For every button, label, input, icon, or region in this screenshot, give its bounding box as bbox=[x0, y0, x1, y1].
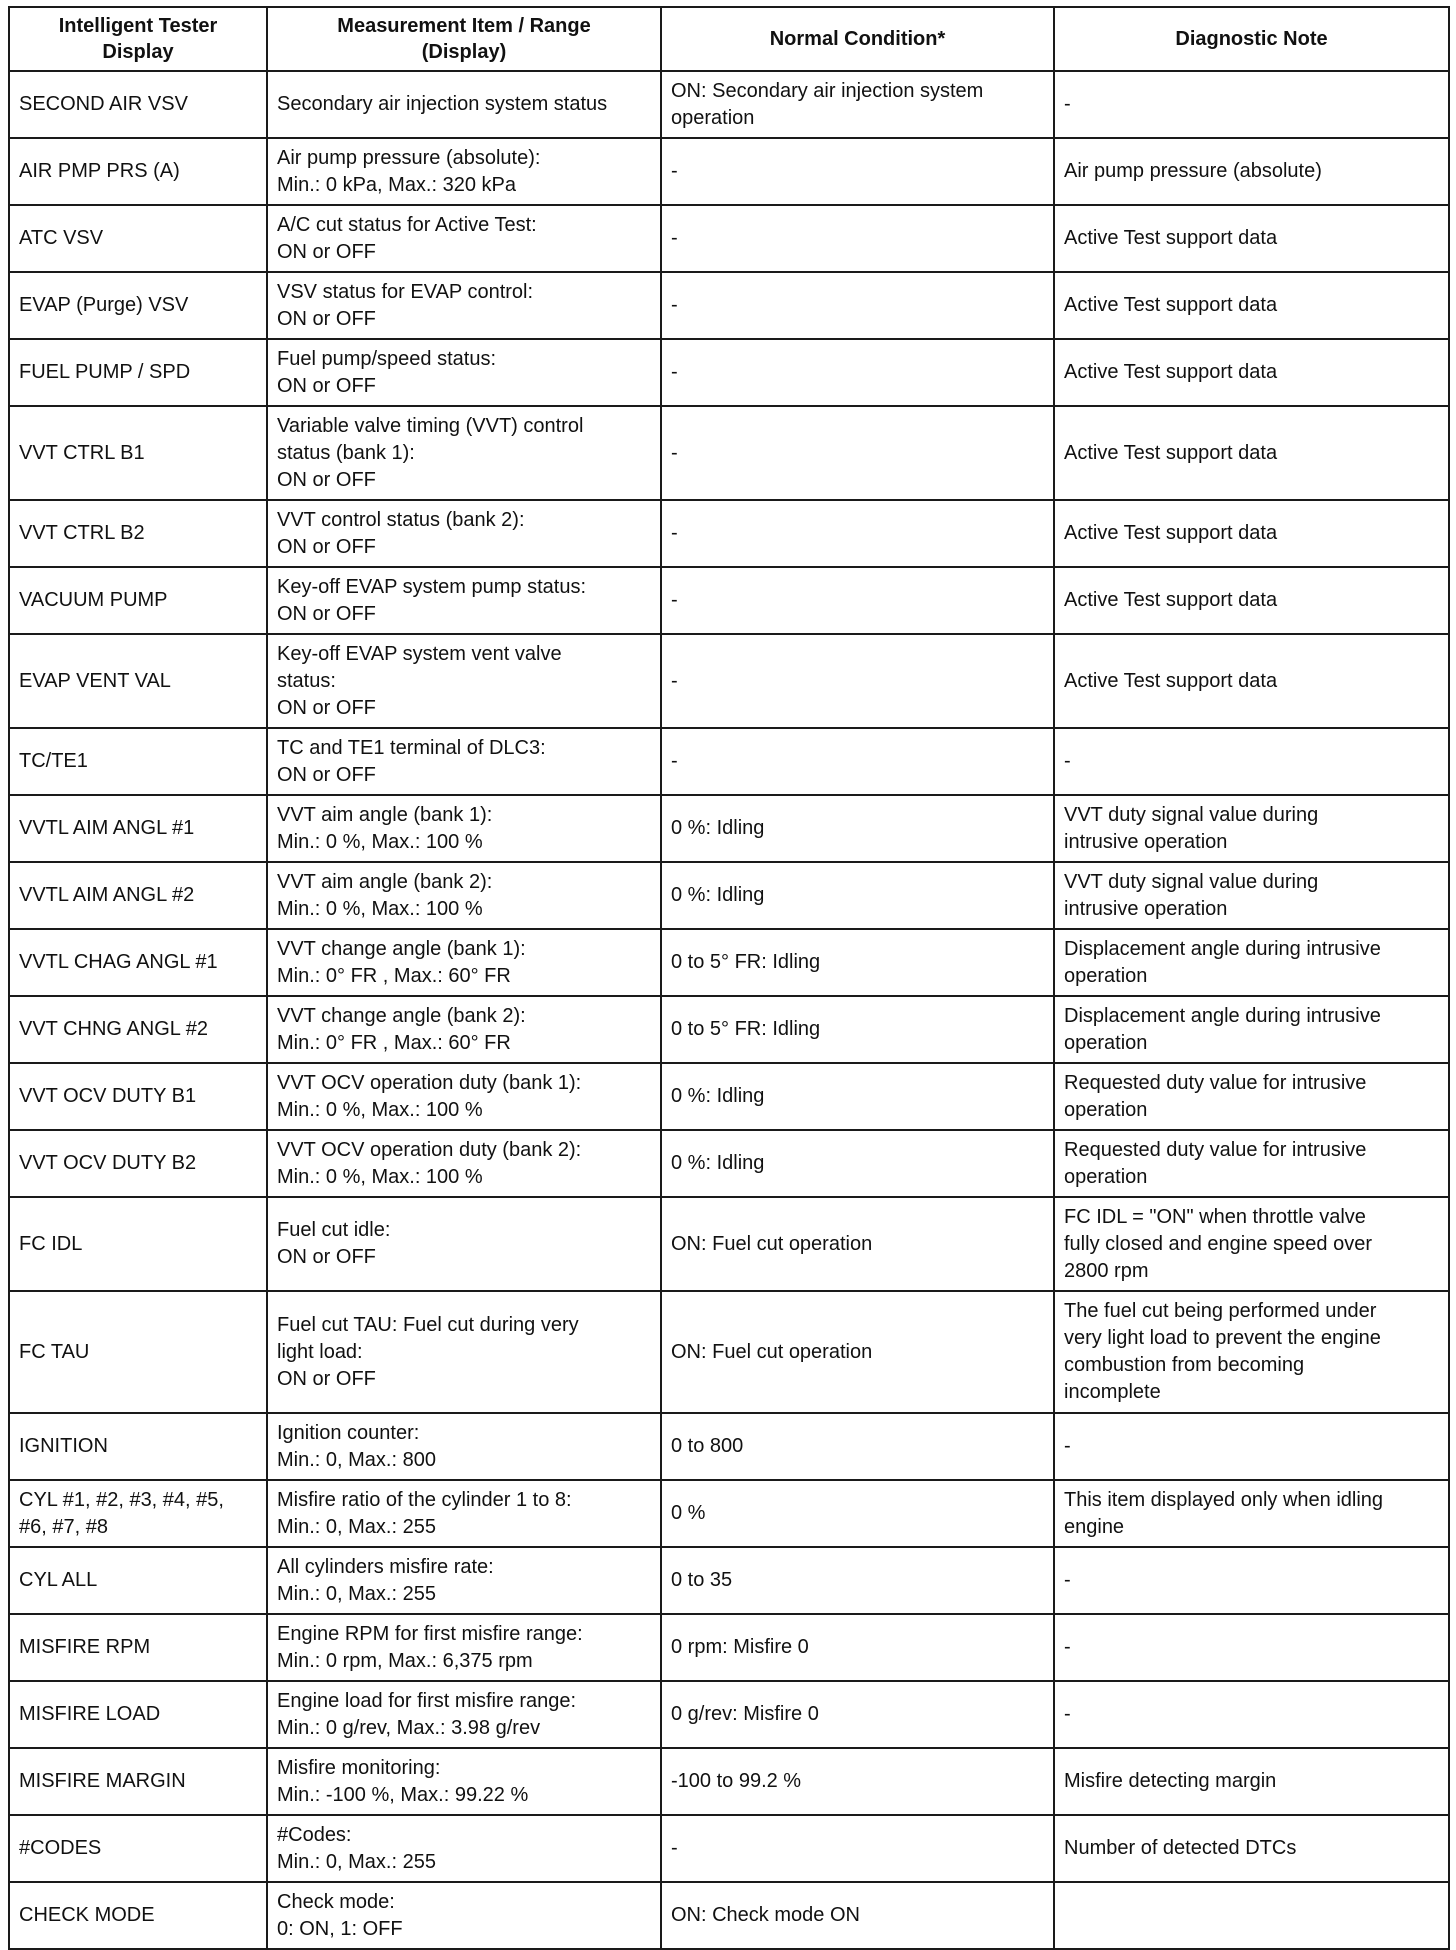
table-row bbox=[9, 1480, 1449, 1547]
cell-diagnostic-note: - bbox=[1054, 1547, 1449, 1614]
cell-tester-display: FC IDL bbox=[9, 1197, 267, 1291]
table-row bbox=[9, 1547, 1449, 1614]
cell-tester-display: SECOND AIR VSV bbox=[9, 71, 267, 138]
cell-tester-display: VVT OCV DUTY B2 bbox=[9, 1130, 267, 1197]
cell-normal-condition: -100 to 99.2 % bbox=[661, 1748, 1054, 1815]
cell-measurement-item: Ignition counter: Min.: 0, Max.: 800 bbox=[267, 1413, 661, 1480]
table-row bbox=[9, 1614, 1449, 1681]
cell-measurement-item: VVT OCV operation duty (bank 1): Min.: 0 %, Max.: 100 % bbox=[267, 1063, 661, 1130]
cell-tester-display: ATC VSV bbox=[9, 205, 267, 272]
cell-tester-display: CYL #1, #2, #3, #4, #5, #6, #7, #8 bbox=[9, 1480, 267, 1547]
cell-measurement-item: VVT aim angle (bank 1): Min.: 0 %, Max.: 100 % bbox=[267, 795, 661, 862]
cell-normal-condition: 0 % bbox=[661, 1480, 1054, 1547]
cell-normal-condition: - bbox=[661, 1815, 1054, 1882]
cell-measurement-item: VVT control status (bank 2): ON or OFF bbox=[267, 500, 661, 567]
cell-tester-display: TC/TE1 bbox=[9, 728, 267, 795]
cell-diagnostic-note: Active Test support data bbox=[1054, 205, 1449, 272]
cell-normal-condition: - bbox=[661, 138, 1054, 205]
cell-measurement-item: Engine load for first misfire range: Min.: 0 g/rev, Max.: 3.98 g/rev bbox=[267, 1681, 661, 1748]
cell-measurement-item: TC and TE1 terminal of DLC3: ON or OFF bbox=[267, 728, 661, 795]
cell-diagnostic-note: Misfire detecting margin bbox=[1054, 1748, 1449, 1815]
header-diagnostic-note: Diagnostic Note bbox=[1054, 7, 1449, 71]
cell-normal-condition: 0 %: Idling bbox=[661, 1130, 1054, 1197]
cell-diagnostic-note: - bbox=[1054, 71, 1449, 138]
table-row bbox=[9, 929, 1449, 996]
table-row bbox=[9, 272, 1449, 339]
cell-diagnostic-note: - bbox=[1054, 1681, 1449, 1748]
cell-tester-display: IGNITION bbox=[9, 1413, 267, 1480]
cell-diagnostic-note: Displacement angle during intrusive operation bbox=[1054, 929, 1449, 996]
cell-tester-display: MISFIRE LOAD bbox=[9, 1681, 267, 1748]
cell-measurement-item: VVT change angle (bank 2): Min.: 0° FR , Max.: 60° FR bbox=[267, 996, 661, 1063]
cell-tester-display: AIR PMP PRS (A) bbox=[9, 138, 267, 205]
cell-normal-condition: - bbox=[661, 634, 1054, 728]
table-row bbox=[9, 339, 1449, 406]
table-row bbox=[9, 728, 1449, 795]
data-list-table bbox=[8, 6, 1450, 1950]
cell-diagnostic-note: Number of detected DTCs bbox=[1054, 1815, 1449, 1882]
cell-measurement-item: VSV status for EVAP control: ON or OFF bbox=[267, 272, 661, 339]
table-row bbox=[9, 996, 1449, 1063]
table-row bbox=[9, 1882, 1449, 1949]
table-row bbox=[9, 500, 1449, 567]
table-row bbox=[9, 205, 1449, 272]
cell-normal-condition: - bbox=[661, 567, 1054, 634]
cell-normal-condition: 0 %: Idling bbox=[661, 862, 1054, 929]
cell-tester-display: CYL ALL bbox=[9, 1547, 267, 1614]
cell-tester-display: VACUUM PUMP bbox=[9, 567, 267, 634]
cell-diagnostic-note: - bbox=[1054, 728, 1449, 795]
cell-measurement-item: VVT change angle (bank 1): Min.: 0° FR , Max.: 60° FR bbox=[267, 929, 661, 996]
cell-measurement-item: Variable valve timing (VVT) control status (bank 1): ON or OFF bbox=[267, 406, 661, 500]
cell-tester-display: #CODES bbox=[9, 1815, 267, 1882]
cell-normal-condition: - bbox=[661, 406, 1054, 500]
cell-diagnostic-note: FC IDL = "ON" when throttle valve fully closed and engine speed over 2800 rpm bbox=[1054, 1197, 1449, 1291]
cell-diagnostic-note: - bbox=[1054, 1413, 1449, 1480]
cell-diagnostic-note: Air pump pressure (absolute) bbox=[1054, 138, 1449, 205]
cell-normal-condition: ON: Fuel cut operation bbox=[661, 1197, 1054, 1291]
cell-normal-condition: 0 %: Idling bbox=[661, 795, 1054, 862]
header-row bbox=[9, 7, 1449, 71]
cell-measurement-item: Misfire monitoring: Min.: -100 %, Max.: 99.22 % bbox=[267, 1748, 661, 1815]
cell-diagnostic-note: - bbox=[1054, 1614, 1449, 1681]
table-row bbox=[9, 406, 1449, 500]
table-row bbox=[9, 138, 1449, 205]
table-body bbox=[9, 71, 1449, 1949]
header-tester-display: Intelligent Tester Display bbox=[9, 7, 267, 71]
cell-diagnostic-note: Displacement angle during intrusive operation bbox=[1054, 996, 1449, 1063]
cell-tester-display: VVTL AIM ANGL #1 bbox=[9, 795, 267, 862]
cell-diagnostic-note: VVT duty signal value during intrusive operation bbox=[1054, 862, 1449, 929]
cell-tester-display: EVAP VENT VAL bbox=[9, 634, 267, 728]
cell-measurement-item: VVT aim angle (bank 2): Min.: 0 %, Max.: 100 % bbox=[267, 862, 661, 929]
table-row bbox=[9, 1197, 1449, 1291]
cell-measurement-item: Fuel pump/speed status: ON or OFF bbox=[267, 339, 661, 406]
cell-tester-display: MISFIRE RPM bbox=[9, 1614, 267, 1681]
table-row bbox=[9, 634, 1449, 728]
cell-tester-display: MISFIRE MARGIN bbox=[9, 1748, 267, 1815]
cell-diagnostic-note: Active Test support data bbox=[1054, 272, 1449, 339]
cell-normal-condition: 0 rpm: Misfire 0 bbox=[661, 1614, 1054, 1681]
table-row bbox=[9, 1063, 1449, 1130]
cell-normal-condition: - bbox=[661, 728, 1054, 795]
cell-normal-condition: ON: Secondary air injection system operation bbox=[661, 71, 1054, 138]
table-row bbox=[9, 1130, 1449, 1197]
cell-normal-condition: 0 g/rev: Misfire 0 bbox=[661, 1681, 1054, 1748]
cell-measurement-item: Engine RPM for first misfire range: Min.: 0 rpm, Max.: 6,375 rpm bbox=[267, 1614, 661, 1681]
cell-tester-display: VVTL AIM ANGL #2 bbox=[9, 862, 267, 929]
cell-measurement-item: #Codes: Min.: 0, Max.: 255 bbox=[267, 1815, 661, 1882]
table-row bbox=[9, 567, 1449, 634]
cell-measurement-item: Secondary air injection system status bbox=[267, 71, 661, 138]
cell-measurement-item: All cylinders misfire rate: Min.: 0, Max.: 255 bbox=[267, 1547, 661, 1614]
cell-normal-condition: 0 to 5° FR: Idling bbox=[661, 996, 1054, 1063]
cell-diagnostic-note: Active Test support data bbox=[1054, 634, 1449, 728]
cell-tester-display: FC TAU bbox=[9, 1291, 267, 1413]
table-row bbox=[9, 795, 1449, 862]
cell-normal-condition: ON: Check mode ON bbox=[661, 1882, 1054, 1949]
table-row bbox=[9, 1291, 1449, 1413]
cell-diagnostic-note: Active Test support data bbox=[1054, 406, 1449, 500]
table-row bbox=[9, 1681, 1449, 1748]
table-row bbox=[9, 1413, 1449, 1480]
cell-tester-display: VVTL CHAG ANGL #1 bbox=[9, 929, 267, 996]
cell-normal-condition: - bbox=[661, 205, 1054, 272]
cell-tester-display: VVT OCV DUTY B1 bbox=[9, 1063, 267, 1130]
cell-diagnostic-note: The fuel cut being performed under very light load to prevent the engine combustion from becoming incomplete bbox=[1054, 1291, 1449, 1413]
cell-diagnostic-note: Requested duty value for intrusive operation bbox=[1054, 1130, 1449, 1197]
cell-normal-condition: 0 to 35 bbox=[661, 1547, 1054, 1614]
data-list-sheet bbox=[8, 6, 1448, 1950]
header-measurement-item: Measurement Item / Range (Display) bbox=[267, 7, 661, 71]
cell-diagnostic-note: Active Test support data bbox=[1054, 500, 1449, 567]
table-row bbox=[9, 1815, 1449, 1882]
cell-diagnostic-note: Requested duty value for intrusive operation bbox=[1054, 1063, 1449, 1130]
cell-diagnostic-note: VVT duty signal value during intrusive operation bbox=[1054, 795, 1449, 862]
cell-normal-condition: - bbox=[661, 500, 1054, 567]
cell-tester-display: VVT CHNG ANGL #2 bbox=[9, 996, 267, 1063]
cell-measurement-item: A/C cut status for Active Test: ON or OFF bbox=[267, 205, 661, 272]
cell-tester-display: VVT CTRL B2 bbox=[9, 500, 267, 567]
table-row bbox=[9, 862, 1449, 929]
cell-tester-display: EVAP (Purge) VSV bbox=[9, 272, 267, 339]
table-row bbox=[9, 1748, 1449, 1815]
cell-normal-condition: 0 to 5° FR: Idling bbox=[661, 929, 1054, 996]
cell-measurement-item: Check mode: 0: ON, 1: OFF bbox=[267, 1882, 661, 1949]
cell-measurement-item: Misfire ratio of the cylinder 1 to 8: Min.: 0, Max.: 255 bbox=[267, 1480, 661, 1547]
cell-normal-condition: ON: Fuel cut operation bbox=[661, 1291, 1054, 1413]
cell-diagnostic-note bbox=[1054, 1882, 1449, 1949]
cell-measurement-item: Key-off EVAP system pump status: ON or OFF bbox=[267, 567, 661, 634]
cell-tester-display: FUEL PUMP / SPD bbox=[9, 339, 267, 406]
cell-tester-display: CHECK MODE bbox=[9, 1882, 267, 1949]
cell-diagnostic-note: This item displayed only when idling engine bbox=[1054, 1480, 1449, 1547]
table-header bbox=[9, 7, 1449, 71]
cell-measurement-item: Air pump pressure (absolute): Min.: 0 kPa, Max.: 320 kPa bbox=[267, 138, 661, 205]
header-normal-condition: Normal Condition* bbox=[661, 7, 1054, 71]
cell-diagnostic-note: Active Test support data bbox=[1054, 567, 1449, 634]
cell-tester-display: VVT CTRL B1 bbox=[9, 406, 267, 500]
table-row bbox=[9, 71, 1449, 138]
cell-measurement-item: VVT OCV operation duty (bank 2): Min.: 0 %, Max.: 100 % bbox=[267, 1130, 661, 1197]
cell-measurement-item: Fuel cut idle: ON or OFF bbox=[267, 1197, 661, 1291]
cell-normal-condition: - bbox=[661, 272, 1054, 339]
cell-diagnostic-note: Active Test support data bbox=[1054, 339, 1449, 406]
cell-normal-condition: 0 to 800 bbox=[661, 1413, 1054, 1480]
cell-normal-condition: 0 %: Idling bbox=[661, 1063, 1054, 1130]
cell-normal-condition: - bbox=[661, 339, 1054, 406]
cell-measurement-item: Key-off EVAP system vent valve status: ON or OFF bbox=[267, 634, 661, 728]
cell-measurement-item: Fuel cut TAU: Fuel cut during very light load: ON or OFF bbox=[267, 1291, 661, 1413]
